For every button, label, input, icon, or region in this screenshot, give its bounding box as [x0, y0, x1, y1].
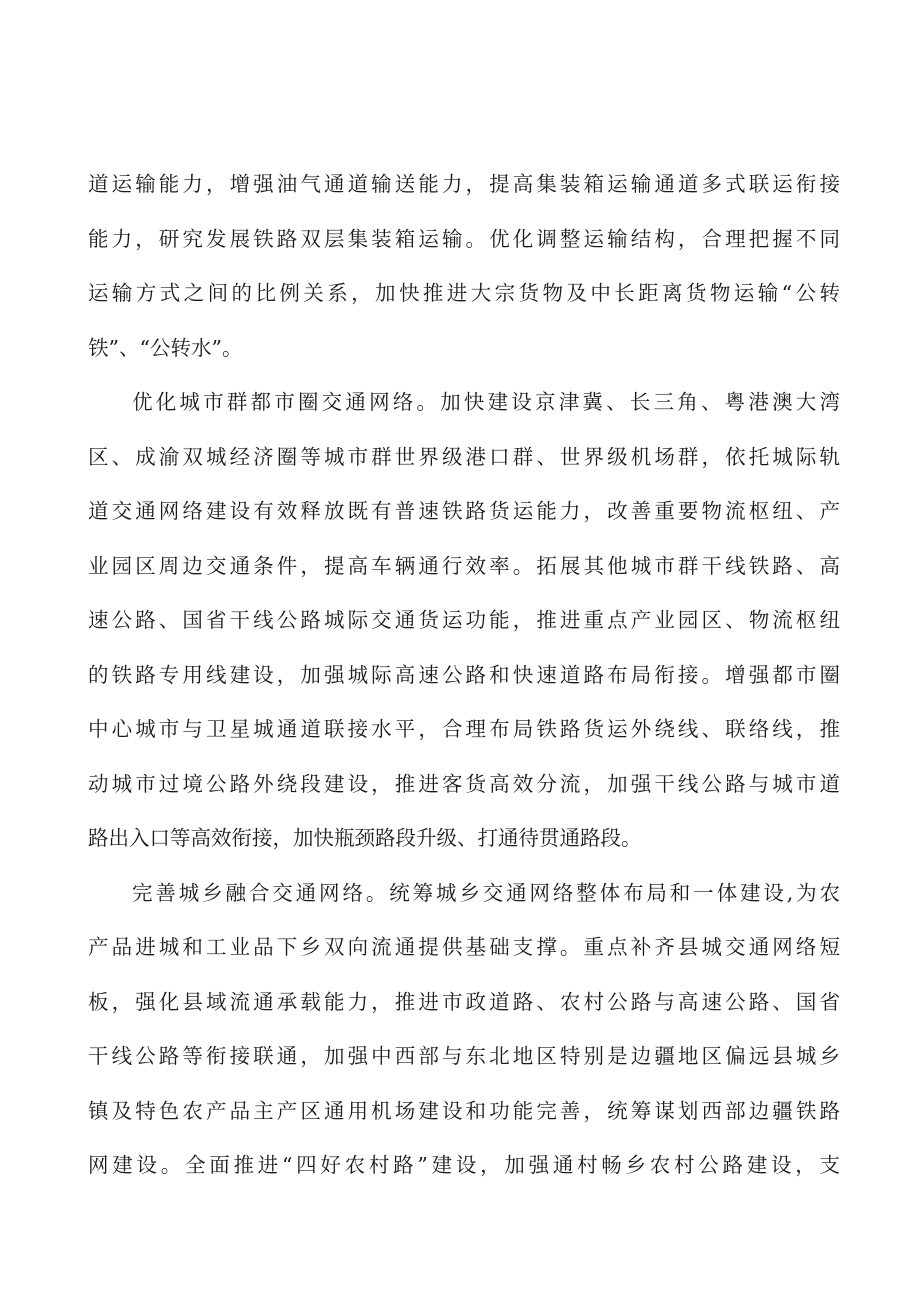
paragraph-2-line-9: 路出入口等高效衔接，加快瓶颈路段升级、打通待贯通路段。: [88, 826, 642, 850]
paragraph-2-line-7: 中心城市与卫星城通道联接水平，合理布局铁路货运外绕线、联络线，推: [88, 717, 840, 741]
paragraph-3-line-1: 完善城乡融合交通网络。统筹城乡交通网络整体布局和一体建设,为农: [132, 880, 840, 905]
paragraph-2-line-3: 道交通网络建设有效释放既有普速铁路货运能力，改善重要物流枢纽、产: [88, 499, 840, 523]
paragraph-2-line-1: 优化城市群都市圈交通网络。加快建设京津冀、长三角、粤港澳大湾: [132, 390, 840, 414]
paragraph-3-line-4: 干线公路等衔接联通，加强中西部与东北地区特别是边疆地区偏远县城乡: [88, 1044, 840, 1068]
paragraph-3-line-3: 板，强化县域流通承载能力，推进市政道路、农村公路与高速公路、国省: [88, 989, 840, 1014]
paragraph-1-line-3: 运输方式之间的比例关系，加快推进大宗货物及中长距离货物运输“公转: [88, 281, 840, 305]
document-body: [88, 157, 840, 1193]
paragraph-2-line-2: 区、成渝双城经济圈等城市群世界级港口群、世界级机场群，依托城际轨: [88, 444, 840, 469]
paragraph-1-line-2: 能力，研究发展铁路双层集装箱运输。优化调整运输结构，合理把握不同: [88, 226, 840, 251]
paragraph-3-line-5: 镇及特色农产品主产区通用机场建设和功能完善，统筹谋划西部边疆铁路: [88, 1098, 840, 1123]
paragraph-3-line-6: 网建设。全面推进“四好农村路”建设，加强通村畅乡农村公路建设，支: [88, 1153, 840, 1177]
paragraph-2-line-8: 动城市过境公路外绕段建设，推进客货高效分流，加强干线公路与城市道: [88, 771, 840, 796]
paragraph-2-line-5: 速公路、国省干线公路城际交通货运功能，推进重点产业园区、物流枢纽: [88, 608, 840, 632]
paragraph-3-line-2: 产品进城和工业品下乡双向流通提供基础支撑。重点补齐县城交通网络短: [88, 935, 840, 959]
paragraph-2-line-4: 业园区周边交通条件，提高车辆通行效率。拓展其他城市群干线铁路、高: [88, 553, 840, 578]
paragraph-1-line-4: 铁”、“公转水”。: [88, 335, 243, 360]
paragraph-1-line-1: 道运输能力，增强油气通道输送能力，提高集装箱运输通道多式联运衔接: [88, 172, 840, 196]
paragraph-2-line-6: 的铁路专用线建设，加强城际高速公路和快速道路布局衔接。增强都市圈: [88, 662, 840, 687]
